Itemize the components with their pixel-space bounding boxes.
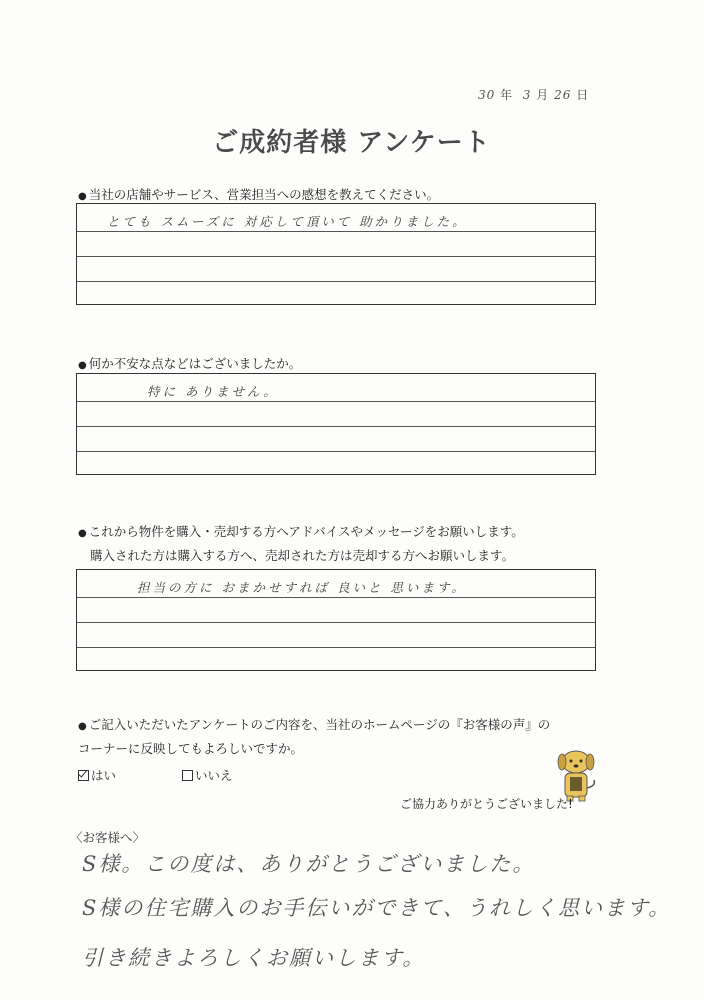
bullet-icon: ●: [78, 721, 87, 732]
consent-options: [78, 766, 233, 784]
consent-question-line-2: コーナーに反映してもよろしいですか。: [78, 741, 304, 756]
date-month-unit: 月: [536, 88, 550, 102]
message-line-3: 引き続きよろしくお願いします。: [82, 946, 426, 970]
answer-2-text: 特に ありません。: [147, 384, 279, 399]
answer-box-1[interactable]: [76, 203, 596, 305]
date-day-unit: 日: [576, 88, 590, 102]
consent-yes-label: はい: [91, 768, 117, 783]
message-heading: 〈お客様へ〉: [70, 830, 146, 845]
checkbox-checked-icon[interactable]: [78, 770, 89, 781]
answer-box-2[interactable]: [76, 373, 596, 475]
ruled-line: [77, 451, 595, 452]
question-3-subtext: 購入された方は購入する方へ、売却された方は売却する方へお願いします。: [90, 548, 515, 563]
ruled-line: [77, 597, 595, 598]
ruled-line: [77, 622, 595, 623]
ruled-line: [77, 426, 595, 427]
survey-date: [478, 86, 589, 103]
ruled-line: [77, 647, 595, 648]
consent-yes-option[interactable]: [78, 766, 116, 784]
bullet-icon: ●: [78, 528, 87, 539]
question-1-text: 当社の店舗やサービス、営業担当への感想を教えてください。: [88, 187, 440, 202]
ruled-line: [77, 401, 595, 402]
question-1: [78, 185, 439, 203]
bullet-icon: ●: [78, 191, 87, 202]
answer-box-3[interactable]: [76, 569, 596, 671]
date-year: 30: [478, 88, 496, 102]
question-2: [78, 354, 301, 372]
page-title: ご成約者様 アンケート: [212, 128, 491, 158]
question-2-text: 何か不安な点などはございましたか。: [88, 356, 302, 371]
ruled-line: [77, 281, 595, 282]
consent-text-1: ご記入いただいたアンケートのご内容を、当社のホームページの『お客様の声』の: [88, 717, 551, 732]
question-3: [78, 522, 524, 540]
ruled-line: [77, 256, 595, 257]
consent-question-line-1: [78, 715, 550, 733]
question-3-text: これから物件を購入・売却する方へアドバイスやメッセージをお願いします。: [88, 524, 524, 539]
ruled-line: [77, 231, 595, 232]
date-day: 26: [554, 88, 572, 102]
answer-1-text: とても スムーズに 対応して頂いて 助かりました。: [107, 214, 468, 229]
date-month: 3: [522, 88, 532, 102]
bullet-icon: ●: [78, 360, 87, 371]
message-line-2: S様の住宅購入のお手伝いができて、うれしく思います。: [82, 896, 672, 920]
message-line-1: S様。この度は、ありがとうございました。: [82, 852, 536, 876]
consent-no-label: いいえ: [195, 768, 233, 783]
answer-3-text: 担当の方に おまかせすれば 良いと 思います。: [137, 580, 467, 595]
consent-no-option[interactable]: [182, 766, 233, 784]
thanks-message: ご協力ありがとうございました!: [400, 797, 573, 811]
checkbox-icon[interactable]: [182, 770, 193, 781]
date-year-unit: 年: [500, 88, 514, 102]
